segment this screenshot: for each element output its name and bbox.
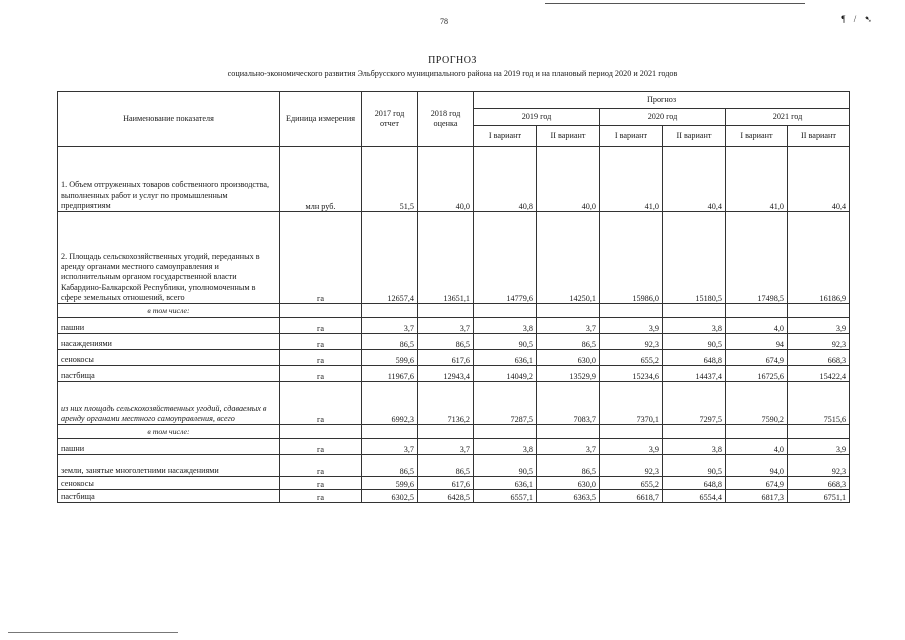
- row-name: пашни: [58, 439, 280, 455]
- value-cell: 15180,5: [663, 212, 726, 304]
- document-subtitle: социально-экономического развития Эльбрусского муниципального района на 2019 год и на плановый период 2020 и 2021 годов: [227, 69, 678, 78]
- row-unit: га: [280, 318, 362, 334]
- value-cell: 599,6: [362, 350, 418, 366]
- value-cell: 7370,1: [600, 382, 663, 425]
- row-name: пашни: [58, 318, 280, 334]
- subsection-caption: в том числе:: [58, 304, 280, 318]
- table-row: [58, 366, 850, 382]
- value-cell: 16186,9: [788, 212, 850, 304]
- value-cell: 40,8: [474, 147, 537, 212]
- value-cell: 86,5: [418, 334, 474, 350]
- value-cell: 3,9: [788, 439, 850, 455]
- value-cell: 40,4: [788, 147, 850, 212]
- value-cell: 3,8: [663, 439, 726, 455]
- row-unit: га: [280, 350, 362, 366]
- value-cell: 6751,1: [788, 490, 850, 503]
- value-cell: 3,7: [537, 318, 600, 334]
- value-cell: 648,8: [663, 477, 726, 490]
- table-row: [58, 477, 850, 490]
- empty-cell: [663, 304, 726, 318]
- value-cell: 40,4: [663, 147, 726, 212]
- row-name: из них площадь сельскохозяйственных угодий, сдаваемых в аренду органами местного самоуправления, всего: [58, 382, 280, 425]
- table-row: [58, 382, 850, 425]
- empty-cell: [537, 425, 600, 439]
- row-name: насаждениями: [58, 334, 280, 350]
- header-variant: II вариант: [788, 126, 850, 147]
- value-cell: 7083,7: [537, 382, 600, 425]
- row-unit: га: [280, 212, 362, 304]
- value-cell: 3,8: [663, 318, 726, 334]
- value-cell: 15422,4: [788, 366, 850, 382]
- empty-cell: [474, 425, 537, 439]
- value-cell: 3,9: [788, 318, 850, 334]
- table-header: [58, 92, 850, 147]
- header-variant: I вариант: [474, 126, 537, 147]
- empty-cell: [280, 304, 362, 318]
- row-unit: га: [280, 439, 362, 455]
- top-rule: [545, 3, 805, 4]
- value-cell: 3,7: [418, 439, 474, 455]
- row-name: пастбища: [58, 366, 280, 382]
- row-name: 2. Площадь сельскохозяйственных угодий, переданных в аренду органами местного самоуправления и исполнительным органом государственной власти Кабардино-Балкарской Республики, уполномоченным в сфере земельных отношений, всего: [58, 212, 280, 304]
- value-cell: 3,9: [600, 439, 663, 455]
- value-cell: 6363,5: [537, 490, 600, 503]
- value-cell: 51,5: [362, 147, 418, 212]
- value-cell: 14779,6: [474, 212, 537, 304]
- subsection-caption: в том числе:: [58, 425, 280, 439]
- header-year-2019: 2019 год: [474, 109, 600, 126]
- value-cell: 630,0: [537, 350, 600, 366]
- value-cell: 3,7: [537, 439, 600, 455]
- value-cell: 6557,1: [474, 490, 537, 503]
- value-cell: 655,2: [600, 350, 663, 366]
- table-row: [58, 439, 850, 455]
- header-forecast: Прогноз: [474, 92, 850, 109]
- row-name: 1. Объем отгруженных товаров собственного производства, выполненных работ и услуг по промышленным предприятиям: [58, 147, 280, 212]
- value-cell: 12943,4: [418, 366, 474, 382]
- value-cell: 3,7: [362, 439, 418, 455]
- value-cell: 674,9: [726, 350, 788, 366]
- empty-cell: [788, 425, 850, 439]
- row-unit: га: [280, 477, 362, 490]
- header-name: Наименование показателя: [58, 92, 280, 147]
- value-cell: 90,5: [663, 334, 726, 350]
- header-2017: 2017 год отчет: [362, 92, 418, 147]
- subsection-caption-row: [58, 425, 850, 439]
- value-cell: 6302,5: [362, 490, 418, 503]
- value-cell: 648,8: [663, 350, 726, 366]
- empty-cell: [726, 425, 788, 439]
- value-cell: 12657,4: [362, 212, 418, 304]
- empty-cell: [418, 425, 474, 439]
- empty-cell: [474, 304, 537, 318]
- document-title: ПРОГНОЗ: [428, 55, 477, 66]
- row-name: сенокосы: [58, 477, 280, 490]
- value-cell: 86,5: [362, 334, 418, 350]
- row-name: сенокосы: [58, 350, 280, 366]
- value-cell: 40,0: [418, 147, 474, 212]
- value-cell: 13651,1: [418, 212, 474, 304]
- header-variant: I вариант: [600, 126, 663, 147]
- empty-cell: [418, 304, 474, 318]
- value-cell: 6618,7: [600, 490, 663, 503]
- value-cell: 6817,3: [726, 490, 788, 503]
- value-cell: 7287,5: [474, 382, 537, 425]
- value-cell: 4,0: [726, 318, 788, 334]
- value-cell: 15986,0: [600, 212, 663, 304]
- empty-cell: [788, 304, 850, 318]
- table-row: [58, 455, 850, 477]
- value-cell: 16725,6: [726, 366, 788, 382]
- value-cell: 94,0: [726, 455, 788, 477]
- value-cell: 92,3: [788, 455, 850, 477]
- value-cell: 41,0: [726, 147, 788, 212]
- header-variant: I вариант: [726, 126, 788, 147]
- subsection-caption-row: [58, 304, 850, 318]
- table-row: [58, 212, 850, 304]
- value-cell: 617,6: [418, 477, 474, 490]
- value-cell: 7136,2: [418, 382, 474, 425]
- row-unit: га: [280, 455, 362, 477]
- empty-cell: [600, 304, 663, 318]
- empty-cell: [280, 425, 362, 439]
- value-cell: 14250,1: [537, 212, 600, 304]
- value-cell: 6428,5: [418, 490, 474, 503]
- table-row: [58, 318, 850, 334]
- value-cell: 6992,3: [362, 382, 418, 425]
- value-cell: 3,9: [600, 318, 663, 334]
- bottom-rule: [8, 632, 178, 633]
- empty-cell: [726, 304, 788, 318]
- row-unit: га: [280, 334, 362, 350]
- header-variant: II вариант: [663, 126, 726, 147]
- header-variant: II вариант: [537, 126, 600, 147]
- empty-cell: [600, 425, 663, 439]
- value-cell: 14049,2: [474, 366, 537, 382]
- value-cell: 7515,6: [788, 382, 850, 425]
- value-cell: 7590,2: [726, 382, 788, 425]
- empty-cell: [362, 304, 418, 318]
- value-cell: 86,5: [537, 455, 600, 477]
- header-year-2020: 2020 год: [600, 109, 726, 126]
- row-unit: га: [280, 382, 362, 425]
- row-unit: га: [280, 366, 362, 382]
- value-cell: 655,2: [600, 477, 663, 490]
- header-2018: 2018 год оценка: [418, 92, 474, 147]
- empty-cell: [537, 304, 600, 318]
- table-row: [58, 147, 850, 212]
- value-cell: 15234,6: [600, 366, 663, 382]
- value-cell: 90,5: [474, 334, 537, 350]
- forecast-table: [57, 91, 850, 503]
- table-row: [58, 350, 850, 366]
- row-name: земли, занятые многолетними насаждениями: [58, 455, 280, 477]
- value-cell: 90,5: [663, 455, 726, 477]
- value-cell: 668,3: [788, 477, 850, 490]
- value-cell: 630,0: [537, 477, 600, 490]
- corner-mark: ¶ / ➷: [841, 14, 875, 24]
- table-row: [58, 334, 850, 350]
- table-body: [58, 147, 850, 503]
- value-cell: 636,1: [474, 477, 537, 490]
- value-cell: 92,3: [600, 455, 663, 477]
- value-cell: 636,1: [474, 350, 537, 366]
- value-cell: 6554,4: [663, 490, 726, 503]
- value-cell: 13529,9: [537, 366, 600, 382]
- value-cell: 3,7: [362, 318, 418, 334]
- value-cell: 617,6: [418, 350, 474, 366]
- value-cell: 599,6: [362, 477, 418, 490]
- value-cell: 14437,4: [663, 366, 726, 382]
- table-row: [58, 490, 850, 503]
- value-cell: 3,8: [474, 318, 537, 334]
- header-year-2021: 2021 год: [726, 109, 850, 126]
- value-cell: 668,3: [788, 350, 850, 366]
- value-cell: 86,5: [537, 334, 600, 350]
- value-cell: 11967,6: [362, 366, 418, 382]
- value-cell: 674,9: [726, 477, 788, 490]
- empty-cell: [362, 425, 418, 439]
- row-unit: млн руб.: [280, 147, 362, 212]
- value-cell: 7297,5: [663, 382, 726, 425]
- empty-cell: [663, 425, 726, 439]
- value-cell: 86,5: [418, 455, 474, 477]
- row-name: пастбища: [58, 490, 280, 503]
- value-cell: 3,8: [474, 439, 537, 455]
- value-cell: 90,5: [474, 455, 537, 477]
- value-cell: 40,0: [537, 147, 600, 212]
- value-cell: 41,0: [600, 147, 663, 212]
- value-cell: 17498,5: [726, 212, 788, 304]
- value-cell: 86,5: [362, 455, 418, 477]
- value-cell: 94: [726, 334, 788, 350]
- page-number: 78: [440, 17, 448, 26]
- header-unit: Единица измерения: [280, 92, 362, 147]
- row-unit: га: [280, 490, 362, 503]
- value-cell: 3,7: [418, 318, 474, 334]
- value-cell: 92,3: [788, 334, 850, 350]
- value-cell: 4,0: [726, 439, 788, 455]
- value-cell: 92,3: [600, 334, 663, 350]
